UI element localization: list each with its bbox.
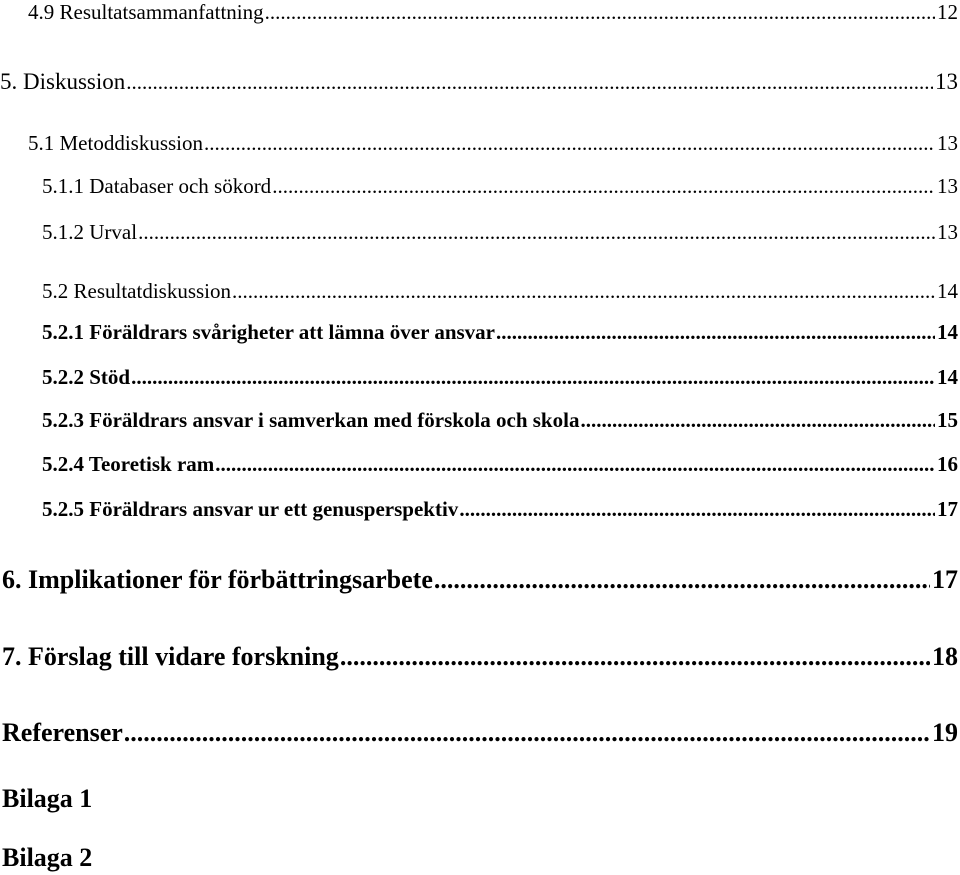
toc-dot-leader bbox=[459, 499, 935, 520]
toc-dot-leader bbox=[126, 72, 933, 93]
toc-dot-leader bbox=[496, 322, 935, 343]
toc-dot-leader bbox=[204, 133, 935, 154]
toc-entry-title: Bilaga 1 bbox=[2, 784, 93, 813]
toc-entry-5-2-4[interactable] bbox=[42, 454, 960, 475]
toc-page-number: 14 bbox=[937, 320, 958, 344]
toc-entry-title: 5.1.1 Databaser och sökord bbox=[42, 174, 272, 198]
toc-entry-5-2-1[interactable] bbox=[42, 322, 960, 343]
toc-dot-leader bbox=[434, 567, 930, 593]
toc-page-number: 17 bbox=[932, 565, 958, 594]
toc-page-number: 16 bbox=[937, 452, 958, 476]
toc-page-number: 13 bbox=[937, 131, 958, 155]
toc-entry-title: 4.9 Resultatsammanfattning bbox=[28, 0, 264, 24]
toc-entry-4-9[interactable] bbox=[28, 2, 960, 23]
toc-page-number: 14 bbox=[937, 279, 958, 303]
toc-entry-5-2-5[interactable] bbox=[42, 499, 960, 520]
toc-page-number: 13 bbox=[935, 69, 958, 94]
toc-entry-5-2[interactable] bbox=[42, 281, 960, 302]
toc-page-number: 13 bbox=[937, 174, 958, 198]
toc-page-number: 17 bbox=[937, 497, 958, 521]
toc-entry-title: 5.2.3 Föräldrars ansvar i samverkan med förskola och skola bbox=[42, 408, 580, 432]
toc-dot-leader bbox=[340, 644, 930, 670]
toc-entry-title: 5. Diskussion bbox=[0, 69, 126, 94]
toc-entry-5-1-1[interactable] bbox=[42, 176, 960, 197]
toc-entry-5-2-2[interactable] bbox=[42, 367, 960, 388]
toc-entry-title: 5.1 Metoddiskussion bbox=[28, 131, 204, 155]
toc-dot-leader bbox=[265, 2, 935, 23]
toc-page-number: 12 bbox=[937, 0, 958, 24]
toc-entry-title: 5.2.4 Teoretisk ram bbox=[42, 452, 215, 476]
toc-entry-referenser[interactable] bbox=[2, 720, 960, 746]
toc-entry-title: 6. Implikationer för förbättringsarbete bbox=[2, 565, 433, 594]
toc-dot-leader bbox=[272, 176, 935, 197]
toc-dot-leader bbox=[124, 720, 930, 746]
toc-page-number: 13 bbox=[937, 220, 958, 244]
toc-entry-title: Referenser bbox=[2, 718, 123, 747]
toc-entry-title: 5.1.2 Urval bbox=[42, 220, 138, 244]
toc-dot-leader bbox=[138, 222, 935, 243]
toc-entry-title: 5.2.5 Föräldrars ansvar ur ett genusperspektiv bbox=[42, 497, 459, 521]
toc-page-number: 19 bbox=[932, 718, 958, 747]
toc-entry-title: 5.2.2 Stöd bbox=[42, 365, 131, 389]
toc-entry-5-1[interactable] bbox=[28, 133, 960, 154]
toc-entry-title: Bilaga 2 bbox=[2, 843, 93, 872]
toc-entry-6[interactable] bbox=[2, 567, 960, 593]
toc-entry-5-1-2[interactable] bbox=[42, 222, 960, 243]
toc-entry-title: 7. Förslag till vidare forskning bbox=[2, 642, 339, 671]
toc-page-number: 15 bbox=[937, 408, 958, 432]
toc-dot-leader bbox=[232, 281, 935, 302]
toc-entry-title: 5.2.1 Föräldrars svårigheter att lämna över ansvar bbox=[42, 320, 495, 344]
toc-dot-leader bbox=[131, 367, 935, 388]
toc-dot-leader bbox=[580, 410, 935, 431]
toc-entry-title: 5.2 Resultatdiskussion bbox=[42, 279, 232, 303]
toc-page-number: 18 bbox=[932, 642, 958, 671]
toc-entry-5-2-3[interactable] bbox=[42, 410, 960, 431]
toc-page-number: 14 bbox=[937, 365, 958, 389]
toc-dot-leader bbox=[215, 454, 935, 475]
toc-entry-bilaga-2[interactable] bbox=[2, 845, 960, 871]
toc-entry-5[interactable] bbox=[0, 70, 960, 93]
toc-entry-7[interactable] bbox=[2, 644, 960, 670]
toc-entry-bilaga-1[interactable] bbox=[2, 786, 960, 812]
